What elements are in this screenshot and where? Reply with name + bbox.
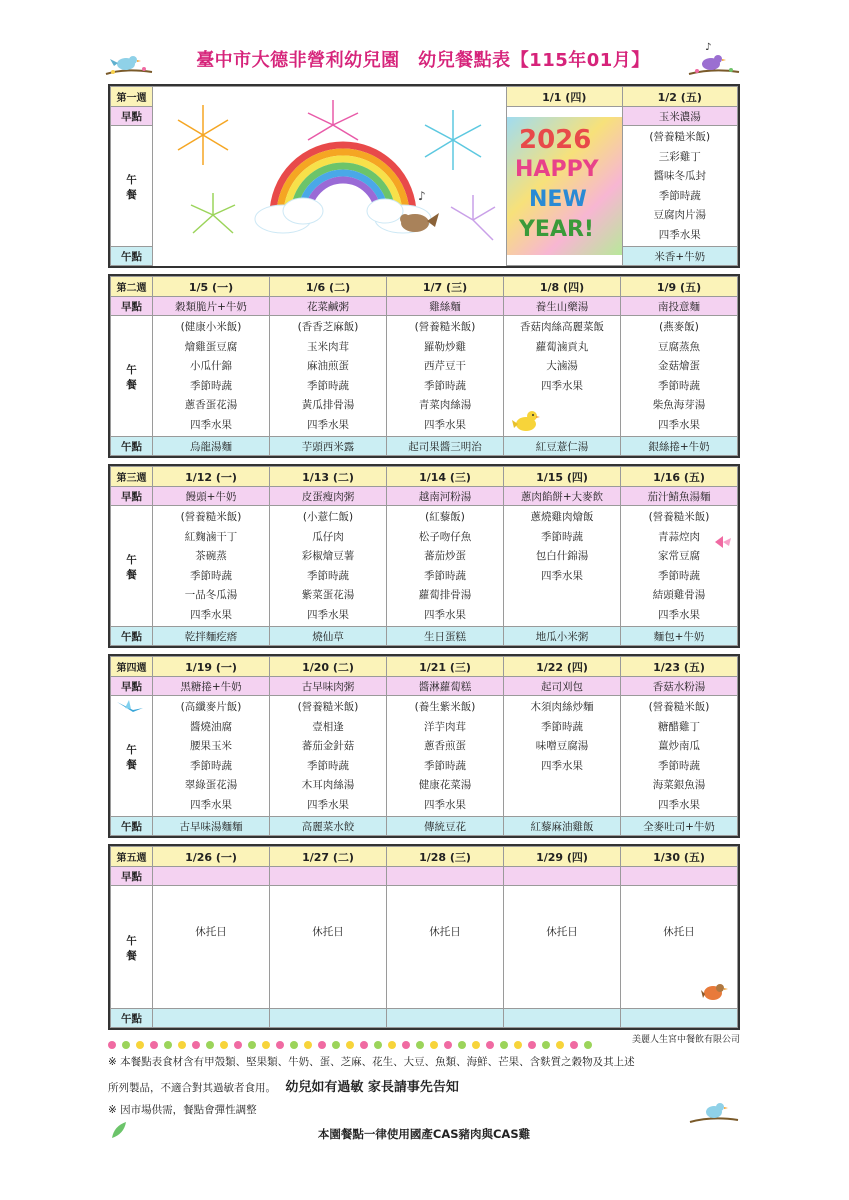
- cas-note: [108, 1126, 740, 1142]
- allergy-note: [108, 1054, 748, 1069]
- breakfast-label: 早點: [111, 297, 153, 316]
- week-header-row: [111, 657, 738, 677]
- page-title: 臺中市大德非營利幼兒園 幼兒餐點表: [196, 50, 511, 71]
- breakfast-cell: 養生山藥湯: [504, 297, 621, 316]
- breakfast-cell: 起司刈包: [504, 677, 621, 696]
- breakfast-label: 早點: [111, 677, 153, 696]
- week-4-table: [108, 654, 740, 838]
- snack-cell: 古早味湯麵麵: [153, 817, 270, 836]
- breakfast-label: 早點: [111, 487, 153, 506]
- allergy-note-line1: ※ 本餐點表食材含有甲殼類、堅果類、牛奶、蛋、芝麻、花生、大豆、魚類、海鮮、芒果、含麩質之穀物及其上述: [108, 1056, 635, 1068]
- week-5-table: [108, 844, 740, 1030]
- snack-cell: [270, 1009, 387, 1028]
- snack-cell: 燒仙草: [270, 627, 387, 646]
- breakfast-cell: 南投意麵: [621, 297, 738, 316]
- snack-cell: 烏龍湯麵: [153, 437, 270, 456]
- week-3-table: [108, 464, 740, 648]
- breakfast-cell: 饅頭+牛奶: [153, 487, 270, 506]
- day-header: 1/5 (一): [153, 277, 270, 297]
- breakfast-cell: [153, 867, 270, 886]
- snack-cell: 銀絲捲+牛奶: [621, 437, 738, 456]
- breakfast-label: 早點: [111, 107, 153, 126]
- lunch-label: 午 餐: [111, 696, 153, 817]
- week-label: 第二週: [111, 277, 153, 297]
- day-header: 1/30 (五): [621, 847, 738, 867]
- snack-cell: 生日蛋糕: [387, 627, 504, 646]
- holiday-cell: 休托日: [270, 886, 387, 1009]
- week-header-row: [111, 277, 738, 297]
- lunch-cell: (紅藜飯) 松子吻仔魚 蕃茄炒蛋 季節時蔬 蘿蔔排骨湯 四季水果: [387, 506, 504, 627]
- day-header: 1/13 (二): [270, 467, 387, 487]
- allergy-note-2: [108, 1076, 748, 1095]
- new-year-happy: HAPPY: [515, 157, 599, 182]
- day-header: 1/9 (五): [621, 277, 738, 297]
- snack-cell: 起司果醬三明治: [387, 437, 504, 456]
- page-date: 【115年01月】: [510, 50, 650, 71]
- lunch-cell: (營養糙米飯) 三彩雞丁 醬味冬瓜封 季節時蔬 豆腐肉片湯 四季水果: [622, 126, 738, 247]
- allergy-warning: 幼兒如有過敏 家長請事先告知: [285, 1080, 459, 1095]
- week-label: 第三週: [111, 467, 153, 487]
- lunch-cell: 香菇肉絲高麗菜飯 蘿蔔滷貢丸 大滷湯 四季水果: [504, 316, 621, 437]
- week-header-row: [111, 87, 738, 107]
- snack-cell: 紅藜麻油雞飯: [504, 817, 621, 836]
- breakfast-cell: [504, 867, 621, 886]
- snack-cell: 全麥吐司+牛奶: [621, 817, 738, 836]
- lunch-cell: 木須肉絲炒麵 季節時蔬 味噌豆腐湯 四季水果: [504, 696, 621, 817]
- breakfast-cell: 花菜鹹粥: [270, 297, 387, 316]
- day-header: 1/29 (四): [504, 847, 621, 867]
- breakfast-cell: [621, 867, 738, 886]
- fireworks-illustration: [153, 87, 507, 266]
- breakfast-cell: 茄汁鯖魚湯麵: [621, 487, 738, 506]
- day-header: 1/2 (五): [622, 87, 738, 107]
- holiday-cell: 休托日: [387, 886, 504, 1009]
- week-label: 第四週: [111, 657, 153, 677]
- holiday-cell: 休托日: [621, 886, 738, 1009]
- lunch-cell: (養生紫米飯) 洋芋肉茸 蔥香煎蛋 季節時蔬 健康花菜湯 四季水果: [387, 696, 504, 817]
- day-header: 1/22 (四): [504, 657, 621, 677]
- week-label: 第一週: [111, 87, 153, 107]
- snack-cell: [504, 1009, 621, 1028]
- day-header: 1/27 (二): [270, 847, 387, 867]
- snack-cell: [621, 1009, 738, 1028]
- pink-bird-icon: [713, 534, 733, 550]
- new-year-illustration: [507, 107, 623, 266]
- snack-row: [111, 437, 738, 456]
- breakfast-cell: [387, 867, 504, 886]
- snack-row: [111, 817, 738, 836]
- breakfast-row: [111, 297, 738, 316]
- week-1-table: [108, 84, 740, 268]
- snack-row: [111, 627, 738, 646]
- breakfast-row: [111, 487, 738, 506]
- snack-label: 午點: [111, 627, 153, 646]
- allergy-note-line2: 所列製品，不適合對其過敏者食用。: [108, 1082, 276, 1094]
- hummingbird-icon: [115, 698, 147, 720]
- day-header: 1/28 (三): [387, 847, 504, 867]
- lunch-cell: (營養糙米飯) 糖醋雞丁 薑炒南瓜 季節時蔬 海菜銀魚湯 四季水果: [621, 696, 738, 817]
- holiday-cell: 休托日: [153, 886, 270, 1009]
- snack-label: 午點: [111, 1009, 153, 1028]
- breakfast-cell: 蔥肉餡餅+大麥飲: [504, 487, 621, 506]
- day-header: 1/26 (一): [153, 847, 270, 867]
- day-header: 1/21 (三): [387, 657, 504, 677]
- adjust-note-text: ※ 因市場供需，餐點會彈性調整: [108, 1104, 257, 1116]
- lunch-cell: (燕麥飯) 豆腐蒸魚 金菇燴蛋 季節時蔬 柴魚海芽湯 四季水果: [621, 316, 738, 437]
- day-header: 1/23 (五): [621, 657, 738, 677]
- bird-branch-bottom-right-icon: [688, 1100, 740, 1126]
- week-header-row: [111, 847, 738, 867]
- lunch-cell: (營養糙米飯) 羅勒炒雞 西芹豆干 季節時蔬 青菜肉絲湯 四季水果: [387, 316, 504, 437]
- lunch-label: 午 餐: [111, 316, 153, 437]
- lunch-cell: (小薏仁飯) 瓜仔肉 彩椒燴豆薯 季節時蔬 紫菜蛋花湯 四季水果: [270, 506, 387, 627]
- day-header: 1/6 (二): [270, 277, 387, 297]
- snack-row: [111, 1009, 738, 1028]
- holiday-cell: 休托日: [504, 886, 621, 1009]
- snack-cell: 芋頭西米露: [270, 437, 387, 456]
- day-header: 1/19 (一): [153, 657, 270, 677]
- snack-cell: [153, 1009, 270, 1028]
- supplier-line: [560, 1032, 740, 1045]
- week-2-table: [108, 274, 740, 458]
- day-header: 1/7 (三): [387, 277, 504, 297]
- yellow-bird-icon: [510, 406, 542, 434]
- day-header: 1/12 (一): [153, 467, 270, 487]
- snack-cell: 高麗菜水餃: [270, 817, 387, 836]
- snack-label: 午點: [111, 437, 153, 456]
- snack-cell: 地瓜小米粥: [504, 627, 621, 646]
- breakfast-cell: 古早味肉粥: [270, 677, 387, 696]
- svg-text:♪: ♪: [418, 188, 426, 203]
- new-year-word: YEAR!: [519, 217, 594, 242]
- lunch-cell: (香香芝麻飯) 玉米肉茸 麻油煎蛋 季節時蔬 黃瓜排骨湯 四季水果: [270, 316, 387, 437]
- breakfast-cell: 穀類脆片+牛奶: [153, 297, 270, 316]
- lunch-cell: 蔥燒雞肉燴飯 季節時蔬 包白什錦湯 四季水果: [504, 506, 621, 627]
- robin-bird-icon: [701, 980, 729, 1002]
- page-header: [108, 46, 738, 80]
- day-header: 1/8 (四): [504, 277, 621, 297]
- lunch-cell: (營養糙米飯) 紅麴滷干丁 茶碗蒸 季節時蔬 一品冬瓜湯 四季水果: [153, 506, 270, 627]
- day-header: 1/16 (五): [621, 467, 738, 487]
- breakfast-cell: 雞絲麵: [387, 297, 504, 316]
- breakfast-cell: 醬淋蘿蔔糕: [387, 677, 504, 696]
- snack-cell: 乾拌麵疙瘩: [153, 627, 270, 646]
- svg-text:♪: ♪: [705, 42, 712, 53]
- lunch-cell: (健康小米飯) 燴雞蛋豆腐 小瓜什錦 季節時蔬 蔥香蛋花湯 四季水果: [153, 316, 270, 437]
- breakfast-row: [111, 677, 738, 696]
- lunch-row: [111, 316, 738, 437]
- week-label: 第五週: [111, 847, 153, 867]
- fireworks-rainbow-icon: [153, 95, 507, 255]
- day-header: 1/14 (三): [387, 467, 504, 487]
- lunch-row: [111, 506, 738, 627]
- lunch-label: 午 餐: [111, 506, 153, 627]
- snack-label: 午點: [111, 247, 153, 266]
- day-header: 1/20 (二): [270, 657, 387, 677]
- supplier-name: 美麗人生宮中餐飲有限公司: [631, 1035, 740, 1045]
- breakfast-row: [111, 867, 738, 886]
- snack-cell: 米香+牛奶: [622, 247, 738, 266]
- cas-note-text: 本園餐點一律使用國產CAS豬肉與CAS雞: [317, 1127, 531, 1141]
- bird-music-right-icon: [685, 38, 743, 82]
- new-year-year: 2026: [519, 125, 592, 155]
- breakfast-cell: 越南河粉湯: [387, 487, 504, 506]
- breakfast-label: 早點: [111, 867, 153, 886]
- adjust-note: [108, 1102, 748, 1117]
- new-year-new: NEW: [529, 187, 587, 212]
- snack-cell: 紅豆薏仁湯: [504, 437, 621, 456]
- snack-cell: [387, 1009, 504, 1028]
- day-header: 1/1 (四): [507, 87, 623, 107]
- week-header-row: [111, 467, 738, 487]
- breakfast-cell: 玉米濃湯: [622, 107, 738, 126]
- breakfast-cell: [270, 867, 387, 886]
- lunch-label: 午 餐: [111, 126, 153, 247]
- snack-label: 午點: [111, 817, 153, 836]
- lunch-cell: (營養糙米飯) 壹相逢 蕃茄金針菇 季節時蔬 木耳肉絲湯 四季水果: [270, 696, 387, 817]
- day-header: 1/15 (四): [504, 467, 621, 487]
- lunch-cell: (高纖麥片飯) 醬燒油腐 腰果玉米 季節時蔬 翠綠蛋花湯 四季水果: [153, 696, 270, 817]
- breakfast-cell: 香菇水粉湯: [621, 677, 738, 696]
- lunch-cell: (營養糙米飯) 青蒜焢肉 家常豆腐 季節時蔬 結頭雞骨湯 四季水果: [621, 506, 738, 627]
- lunch-row: [111, 696, 738, 817]
- snack-cell: 麵包+牛奶: [621, 627, 738, 646]
- breakfast-cell: 黑糖捲+牛奶: [153, 677, 270, 696]
- lunch-row: [111, 886, 738, 1009]
- lunch-label: 午 餐: [111, 886, 153, 1009]
- breakfast-cell: 皮蛋瘦肉粥: [270, 487, 387, 506]
- snack-cell: 傳統豆花: [387, 817, 504, 836]
